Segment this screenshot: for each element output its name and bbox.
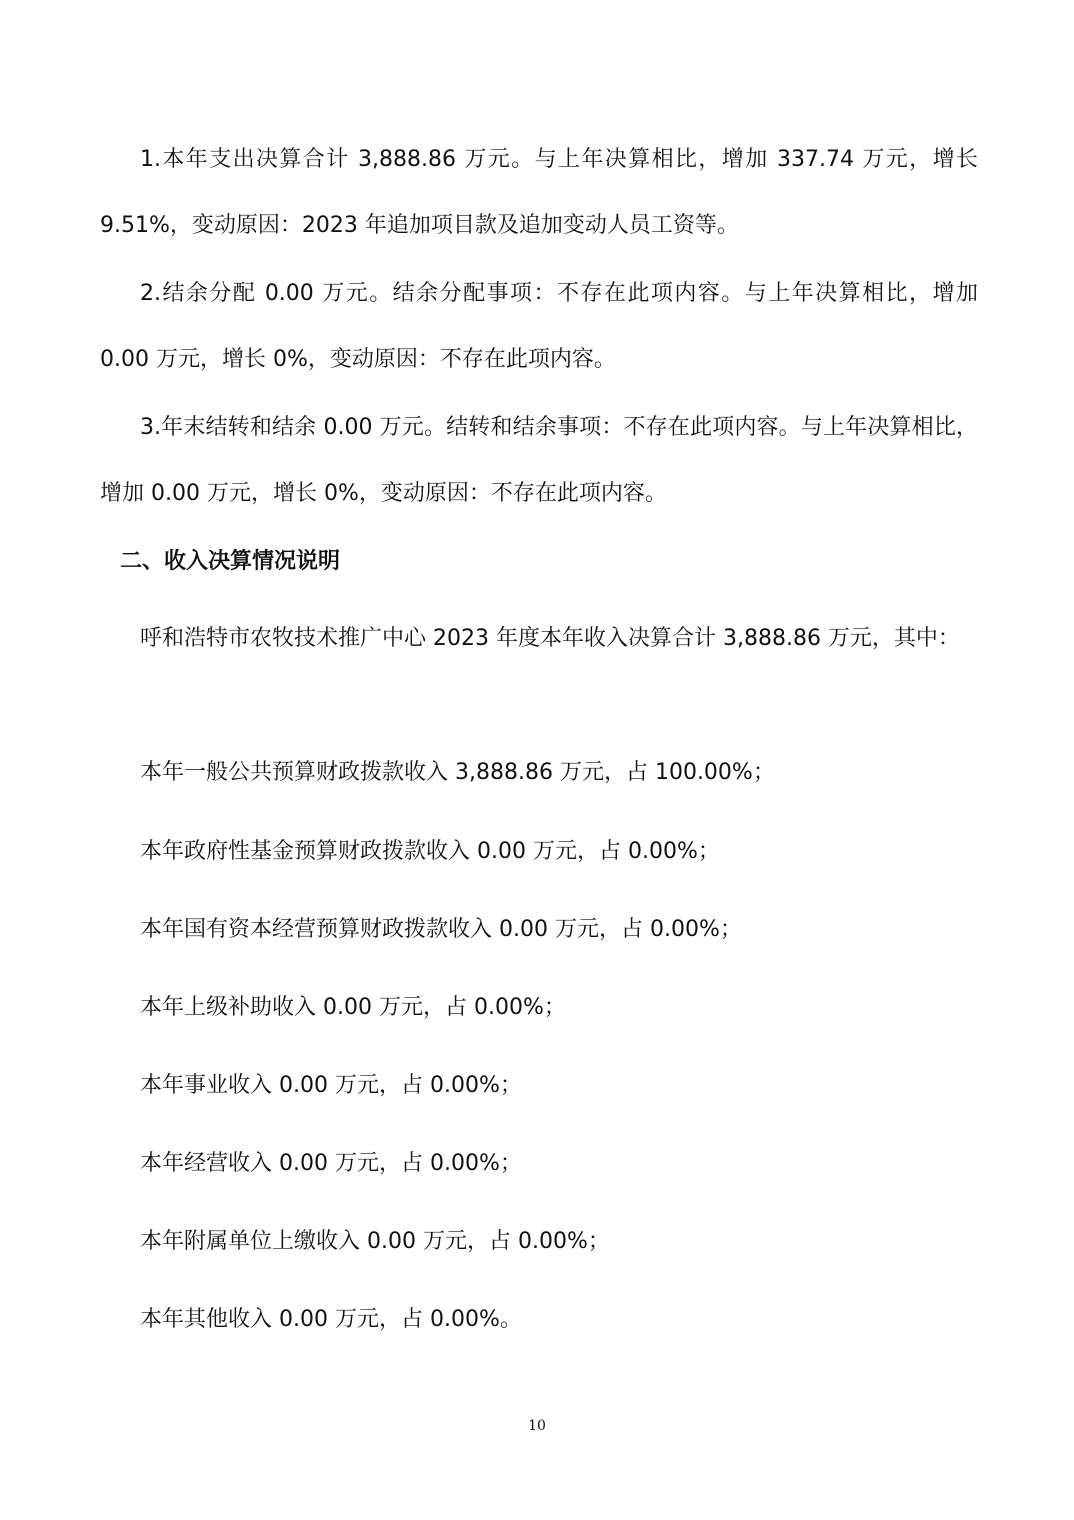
income-item-government-fund-budget: 本年政府性基金预算财政拨款收入 0.00 万元，占 0.00%； <box>140 839 720 864</box>
section-heading-income: 二、收入决算情况说明 <box>120 549 341 574</box>
income-item-general-public-budget: 本年一般公共预算财政拨款收入 3,888.86 万元，占 100.00%； <box>140 760 775 785</box>
paragraph-expenditure-total: 1.本年支出决算合计 3,888.86 万元。与上年决算相比，增加 337.74 万元，增长 9.51%，变动原因：2023 年追加项目款及追加变动人员工资等。 <box>100 147 978 238</box>
page-number: 10 <box>528 1418 546 1434</box>
income-item-superior-subsidy: 本年上级补助收入 0.00 万元，占 0.00%； <box>140 995 566 1020</box>
paragraph-surplus-distribution: 2.结余分配 0.00 万元。结余分配事项：不存在此项内容。与上年决算相比，增加 0.00 万元，增长 0%，变动原因：不存在此项内容。 <box>100 281 978 372</box>
paragraph-income-intro: 呼和浩特市农牧技术推广中心 2023 年度本年收入决算合计 3,888.86 万元，其中： <box>140 626 960 651</box>
paragraph-year-end-balance: 3.年末结转和结余 0.00 万元。结转和结余事项：不存在此项内容。与上年决算相比，增加 0.00 万元，增长 0%，变动原因：不存在此项内容。 <box>100 415 978 506</box>
income-item-other-income: 本年其他收入 0.00 万元，占 0.00%。 <box>140 1307 522 1332</box>
income-item-state-capital-budget: 本年国有资本经营预算财政拨款收入 0.00 万元，占 0.00%； <box>140 917 742 942</box>
income-item-affiliated-unit-income: 本年附属单位上缴收入 0.00 万元，占 0.00%； <box>140 1229 610 1254</box>
income-item-business-income: 本年事业收入 0.00 万元，占 0.00%； <box>140 1073 522 1098</box>
income-item-operating-income: 本年经营收入 0.00 万元，占 0.00%； <box>140 1151 522 1176</box>
